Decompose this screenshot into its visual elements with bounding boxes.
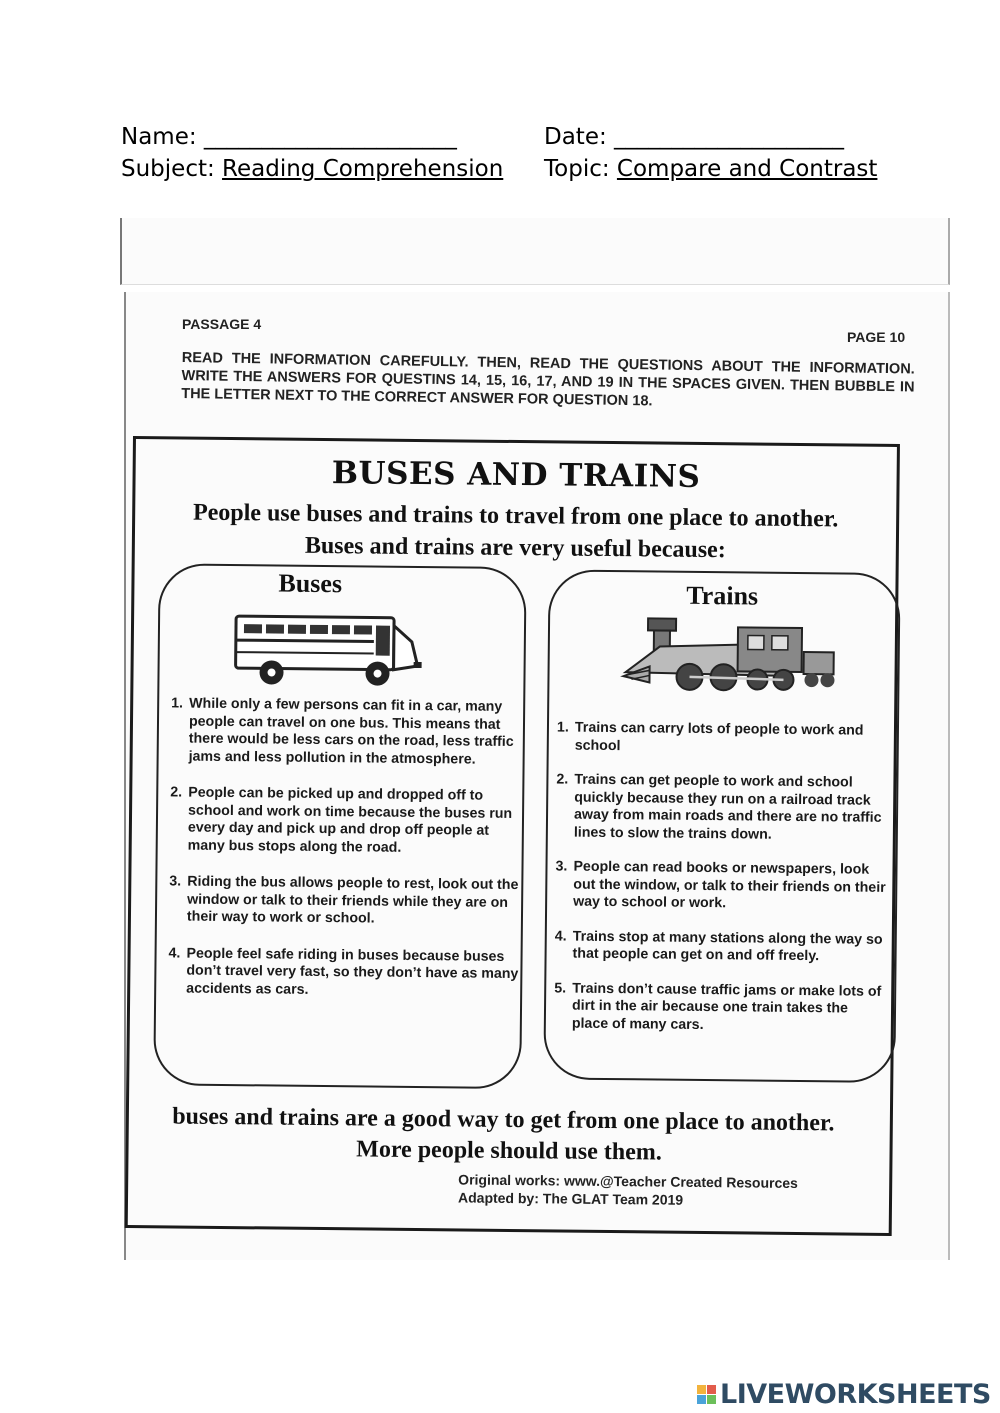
liveworksheets-logo[interactable] <box>697 1376 991 1412</box>
date-blank: ____________________ <box>614 124 845 150</box>
list-item: 1. While only a few persons can fit in a car, many people can travel on one bus. This means that there would be less cars on the road, less traffic jams and less pollution in the atmosphere. <box>171 695 514 768</box>
brand-square <box>697 1395 706 1404</box>
trains-list <box>554 719 891 1052</box>
trains-panel <box>543 569 900 1083</box>
list-item: 2. People can be picked up and dropped off to school and work on time because the buses run every day and pick up and drop off people at many bus stops along the road. <box>170 784 513 856</box>
intro-line-2: Buses and trains are very useful because: <box>304 532 726 564</box>
subject-label: Subject: <box>121 156 223 182</box>
subject-field <box>121 156 503 182</box>
date-field <box>544 124 844 150</box>
topic-value: Compare and Contrast <box>616 156 878 182</box>
name-field <box>121 124 457 150</box>
buses-list <box>168 695 521 1020</box>
scanned-page-top-strip <box>120 218 950 285</box>
passage-title: BUSES AND TRAINS <box>331 455 701 495</box>
brand-square <box>707 1385 716 1394</box>
name-blank: ______________________ <box>203 124 457 150</box>
buses-heading: Buses <box>278 568 343 599</box>
list-item: 2. Trains can get people to work and school quickly because they run on a railroad track away from main roads and there are no traffic lines to slow the trains down. <box>556 771 882 843</box>
credit-original: Original works: www.@Teacher Created Resources <box>458 1171 798 1192</box>
brand-name: LIVEWORKSHEETS <box>720 1378 991 1410</box>
train-icon <box>619 612 844 698</box>
credit-adapted: Adapted by: The GLAT Team 2019 <box>457 1189 684 1208</box>
list-item: 4. People feel safe riding in buses because buses don’t travel very fast, so they don’t have as many accidents as cars. <box>168 944 519 998</box>
reading-frame <box>125 436 900 1236</box>
passage-number: PASSAGE 4 <box>182 316 262 332</box>
intro-line-1: People use buses and trains to travel from one place to another. <box>192 499 839 533</box>
topic-label: Topic: <box>544 156 617 182</box>
name-label: Name: <box>121 124 204 150</box>
trains-heading: Trains <box>686 580 759 611</box>
buses-panel <box>153 563 526 1089</box>
list-item: 3. People can read books or newspapers, look out the window, or talk to their friends on their way to school or work. <box>555 858 886 912</box>
date-label: Date: <box>544 124 615 150</box>
brand-square <box>697 1385 706 1394</box>
brand-square <box>707 1395 716 1404</box>
credits <box>458 1170 798 1210</box>
conclusion-line-2: More people should use them. <box>356 1136 662 1166</box>
conclusion-line-1: buses and trains are a good way to get from one place to another. <box>172 1103 835 1137</box>
list-item: 5. Trains don’t cause traffic jams or make lots of dirt in the air because one train takes the place of many cars. <box>554 979 882 1033</box>
topic-field <box>544 156 877 182</box>
list-item: 3. Riding the bus allows people to rest, look out the window or talk to their friends while they are on their way to work or school. <box>169 873 519 927</box>
subject-value: Reading Comprehension <box>222 156 504 182</box>
page-number: PAGE 10 <box>847 329 906 345</box>
instructions: READ THE INFORMATION CAREFULLY. THEN, READ THE QUESTIONS ABOUT THE INFORMATION. WRITE THE ANSWERS FOR QUESTINS 14, 15, 16, 17, AND 19 IN THE SPACES GIVEN. THEN BUBBLE IN THE LETTER NEXT TO THE CORRECT ANSWER FOR QUESTION 18. <box>181 349 915 410</box>
list-item: 4. Trains stop at many stations along the way so that people can get on and off freely. <box>554 927 883 965</box>
bus-icon <box>227 610 428 692</box>
brand-grid-icon <box>697 1385 716 1404</box>
list-item: 1. Trains can carry lots of people to work and school <box>556 719 864 754</box>
